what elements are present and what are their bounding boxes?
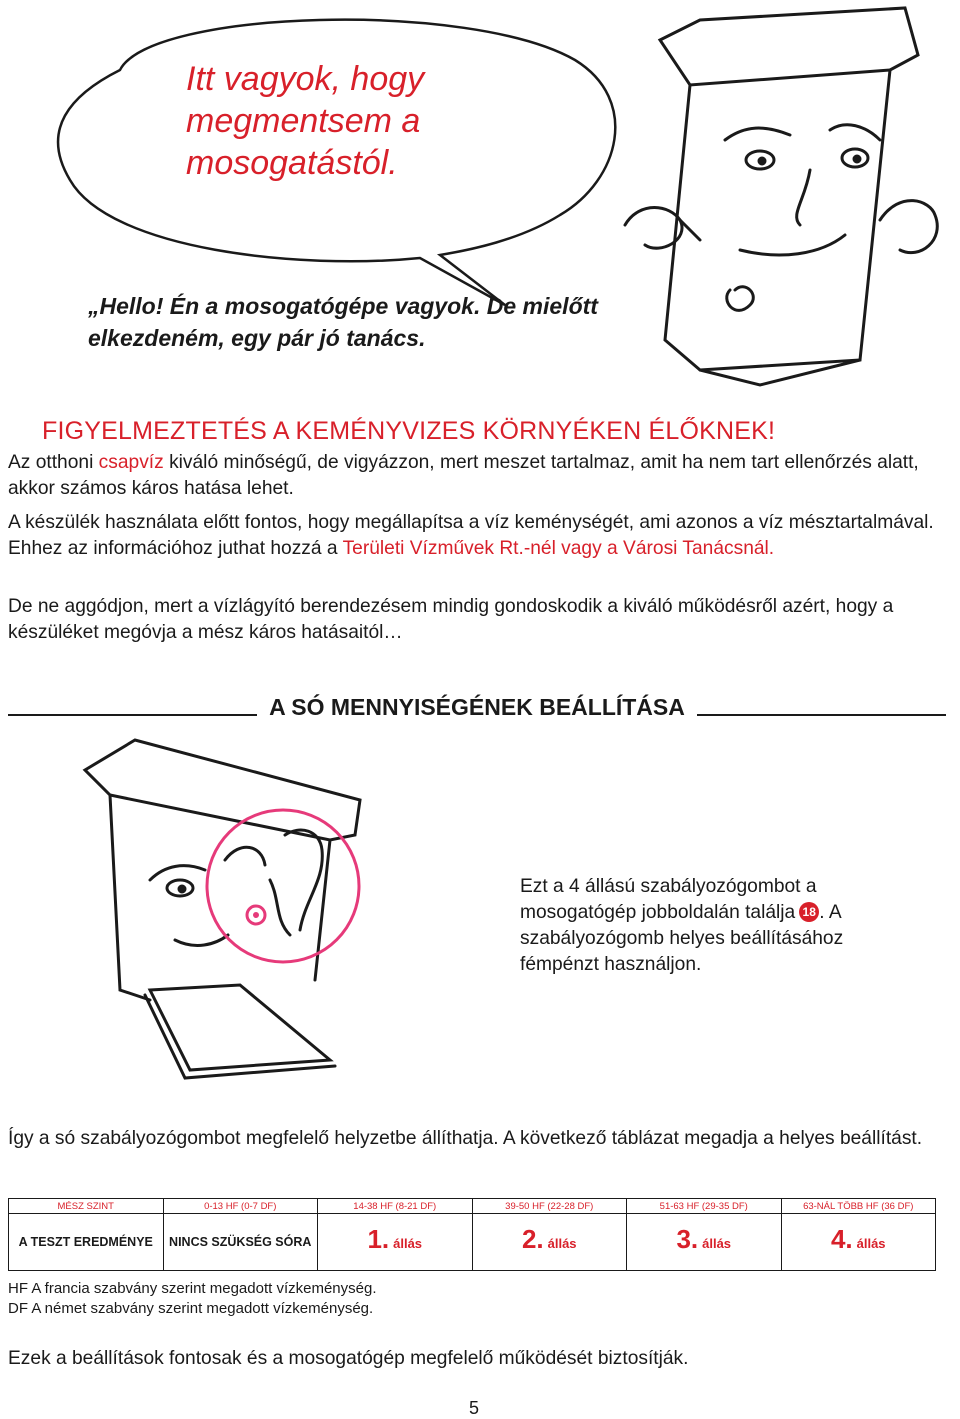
intro-text: „Hello! Én a mosogatógépe vagyok. De mielőtt elkezdeném, egy pár jó tanács. [88,293,598,351]
level-word: állás [856,1236,886,1251]
dishwasher-character-bottom [85,740,360,1078]
paragraph-text: Az otthoni [8,452,99,473]
paragraph-text: A készülék használata előtt fontos, hogy megállapítsa a víz keménységét, ami azonos a víz mésztartalmával. Ehhez az információhoz juthat hozzá a [8,512,934,559]
level-cell [318,1214,473,1271]
table-header-cell: 0-13 HF (0-7 DF) [163,1199,318,1214]
level-number: 4. [830,1224,853,1254]
footnote-hf: HF A francia szabvány szerint megadott vízkeménység. [8,1280,377,1297]
table-header-cell: MÉSZ SZINT [9,1199,164,1214]
footnotes [8,1279,377,1319]
salt-settings-table [8,1198,936,1271]
paragraph-softener: De ne aggódjon, mert a vízlágyító berendezésem mindig gondoskodik a kiváló működésről azért, hogy a készüléket megóvja a mész káros hatásaitól… [8,596,894,643]
level-word: állás [547,1236,577,1251]
section-title [8,694,946,721]
dishwasher-character-top [625,8,937,385]
level-cell [627,1214,782,1271]
knob-highlight-circle [207,810,359,962]
speech-bubble-text: Itt vagyok, hogy megmentsem a mosogatástól. [186,60,425,182]
table-header-cell: 39-50 HF (22-28 DF) [472,1199,627,1214]
knob-text: Ezt a 4 állású szabályozógombot a mosogatógép jobboldalán találja [520,876,817,923]
table-header-cell: 63-NÁL TÖBB HF (36 DF) [781,1199,936,1214]
paragraph-text: kiváló minőségű, de vigyázzon, mert meszet tartalmaz, amit ha nem tart ellenőrzés alatt, akkor számos káros hatása lehet. [8,452,919,499]
paragraph-tap-water [8,450,958,502]
knob-description [520,874,920,978]
paragraph-hardness [8,510,958,562]
title-rule-left [8,714,257,716]
highlight-text: Területi Vízművek Rt.-nél vagy a Városi Tanácsnál. [342,538,775,559]
table-header-row [9,1199,936,1214]
title-rule-right [697,714,946,716]
level-word: állás [702,1236,732,1251]
no-salt-cell: NINCS SZÜKSÉG SÓRA [163,1214,318,1271]
level-cell [781,1214,936,1271]
reference-badge: 18 [799,902,819,922]
table-row [9,1214,936,1271]
section-title-text: A SÓ MENNYISÉGÉNEK BEÁLLÍTÁSA [269,694,685,720]
highlight-text: csapvíz [98,452,164,473]
row-label: A TESZT EREDMÉNYE [9,1214,164,1271]
closing-text: Ezek a beállítások fontosak és a mosogatógép megfelelő működését biztosítják. [8,1348,689,1369]
page-number: 5 [469,1398,480,1418]
footnote-df: DF A német szabvány szerint megadott vízkeménység. [8,1300,374,1317]
level-number: 1. [367,1224,390,1254]
level-word: állás [393,1236,423,1251]
instruction-text: Így a só szabályozógombot megfelelő helyzetbe állíthatja. A következő táblázat megadja a helyes beállítást. [8,1128,923,1149]
level-cell [472,1214,627,1271]
level-number: 2. [521,1224,544,1254]
table-header-cell: 14-38 HF (8-21 DF) [318,1199,473,1214]
warning-title: FIGYELMEZTETÉS A KEMÉNYVIZES KÖRNYÉKEN ÉLŐKNEK! [42,417,776,445]
level-number: 3. [676,1224,699,1254]
knob-text: . A szabályozógomb helyes beállításához fémpénzt használjon. [520,902,844,975]
table-header-cell: 51-63 HF (29-35 DF) [627,1199,782,1214]
